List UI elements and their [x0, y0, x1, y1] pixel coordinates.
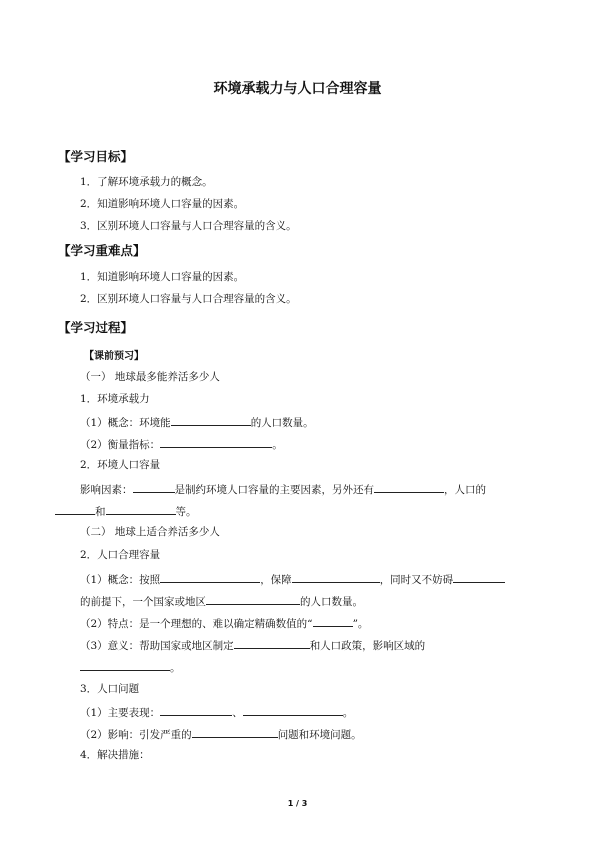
q2-meaning-line: （3）意义：帮助国家或地区制定 和人口政策，影响区域的: [80, 637, 425, 653]
goal-item-2: 2．知道影响环境人口容量的因素。: [80, 198, 245, 210]
part1-title: （一） 地球最多能养活多少人: [80, 371, 220, 383]
page-number: 1 / 3: [287, 799, 308, 808]
blank-field[interactable]: [374, 481, 444, 493]
blank-field[interactable]: [206, 593, 300, 605]
blank-field[interactable]: [171, 414, 251, 426]
blank-field[interactable]: [106, 503, 176, 515]
blank-field[interactable]: [133, 481, 175, 493]
q3-impact-line: （2）影响：引发严重的 问题和环境问题。: [80, 726, 362, 742]
page-title: 环境承载力与人口合理容量: [213, 81, 382, 97]
q2-concept-line-2: 的前提下，一个国家或地区 的人口数量。: [80, 593, 363, 609]
blank-field[interactable]: [160, 436, 272, 448]
blank-field[interactable]: [160, 571, 260, 583]
part2-title: （二） 地球上适合养活多少人: [80, 526, 220, 538]
heading-learning-process: 【学习过程】: [58, 320, 134, 335]
q3-title: 3．人口问题: [80, 683, 140, 695]
q3-main-line: （1）主要表现： 、 。: [80, 704, 353, 720]
blank-field[interactable]: [234, 637, 310, 649]
blank-field[interactable]: [313, 615, 353, 627]
p2-factor-line-2: 和 等。: [55, 503, 197, 519]
p1-concept-line: （1）概念：环境能 的人口数量。: [80, 414, 314, 430]
blank-field[interactable]: [160, 704, 232, 716]
p2-title: 2．环境人口容量: [80, 459, 161, 471]
heading-key-points: 【学习重难点】: [58, 243, 146, 258]
blank-field[interactable]: [80, 659, 170, 671]
blank-field[interactable]: [453, 571, 505, 583]
q2-title: 2．人口合理容量: [80, 549, 161, 561]
blank-field[interactable]: [243, 704, 343, 716]
q2-meaning-line-2: 。: [80, 659, 181, 675]
goal-item-3: 3．区别环境人口容量与人口合理容量的含义。: [80, 220, 297, 232]
p1-title: 1．环境承载力: [80, 393, 150, 405]
preview-label: 【课前预习】: [84, 351, 144, 362]
blank-field[interactable]: [292, 571, 380, 583]
q4-title: 4．解决措施：: [80, 749, 150, 761]
q2-concept-line: （1）概念：按照 ，保障 ，同时又不妨碍: [80, 571, 505, 587]
key-item-2: 2．区别环境人口容量与人口合理容量的含义。: [80, 293, 297, 305]
blank-field[interactable]: [55, 503, 95, 515]
q2-feature-line: （2）特点：是一个理想的、难以确定精确数值的“ ”。: [80, 615, 368, 631]
p2-factor-line: 影响因素： 是制约环境人口容量的主要因素，另外还有 ，人口的: [80, 481, 486, 497]
p1-measure-line: （2）衡量指标： 。: [80, 436, 283, 452]
goal-item-1: 1．了解环境承载力的概念。: [80, 176, 213, 188]
blank-field[interactable]: [192, 726, 278, 738]
key-item-1: 1．知道影响环境人口容量的因素。: [80, 271, 245, 283]
heading-learning-goals: 【学习目标】: [58, 149, 134, 164]
